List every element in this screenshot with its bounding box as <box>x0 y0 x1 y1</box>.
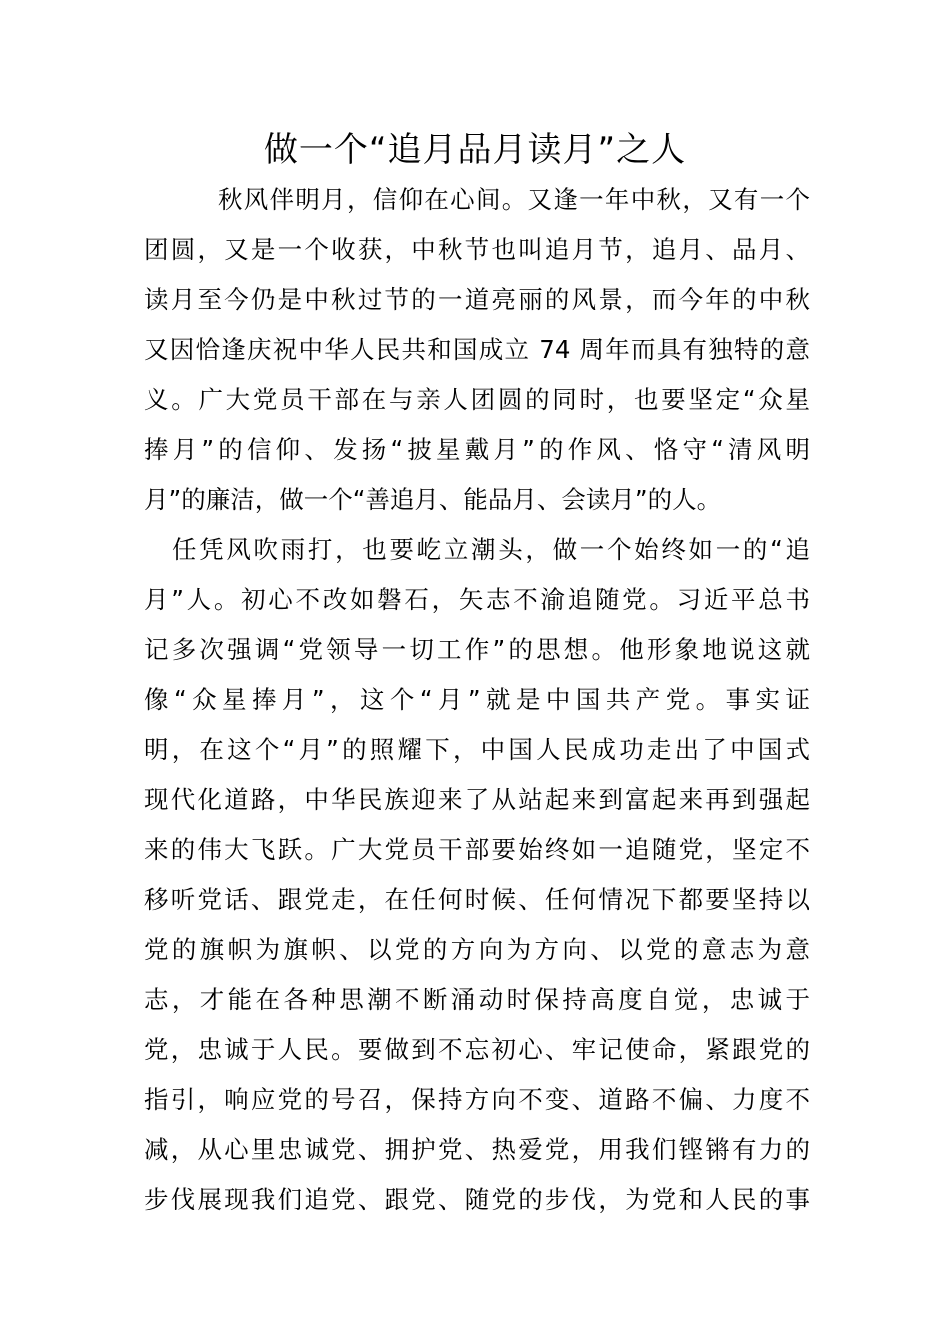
text-line: 现代化道路，中华民族迎来了从站起来到富起来再到强起 <box>144 785 810 814</box>
text-line: 指引，响应党的号召，保持方向不变、道路不偏、力度不 <box>144 1085 810 1114</box>
text-line <box>144 1275 810 1325</box>
text-line: 记多次强调“党领导一切工作”的思想。他形象地说这就 <box>144 635 810 664</box>
text-line: 读月至今仍是中秋过节的一道亮丽的风景，而今年的中秋 <box>144 285 810 314</box>
document-title: 做一个“追月品月读月”之人 <box>263 130 687 170</box>
text-line: 明，在这个“月”的照耀下，中国人民成功走出了中国式 <box>144 735 810 764</box>
text-line <box>144 1225 810 1275</box>
text-line: 月”的廉洁，做一个“善追月、能品月、会读月”的人。 <box>144 485 722 514</box>
paragraph-2 <box>144 525 810 1325</box>
text-line: 义。广大党员干部在与亲人团圆的同时，也要坚定“众星 <box>144 385 810 414</box>
text-line: 团圆，又是一个收获，中秋节也叫追月节，追月、品月、 <box>144 235 810 264</box>
document-body <box>144 175 810 1325</box>
text-line: 来的伟大飞跃。广大党员干部要始终如一追随党，坚定不 <box>144 835 810 864</box>
text-line: 秋风伴明月，信仰在心间。又逢一年中秋，又有一个 <box>218 185 810 214</box>
text-line: 任凭风吹雨打，也要屹立潮头，做一个始终如一的“追 <box>172 535 810 564</box>
text-line: 减，从心里忠诚党、拥护党、热爱党，用我们铿锵有力的 <box>144 1135 810 1164</box>
text-line: 月”人。初心不改如磐石，矢志不渝追随党。习近平总书 <box>144 585 810 614</box>
text-line: 移听党话、跟党走，在任何时候、任何情况下都要坚持以 <box>144 885 810 914</box>
text-line: 志，才能在各种思潮不断涌动时保持高度自觉，忠诚于 <box>144 985 810 1014</box>
paragraph-1 <box>144 175 810 525</box>
text-line: 捧月”的信仰、发扬“披星戴月”的作风、恪守“清风明 <box>144 435 810 464</box>
text-line: 党，忠诚于人民。要做到不忘初心、牢记使命，紧跟党的 <box>144 1035 810 1064</box>
text-line: 步伐展现我们追党、跟党、随党的步伐，为党和人民的事 <box>144 1185 810 1214</box>
text-line: 党的旗帜为旗帜、以党的方向为方向、以党的意志为意 <box>144 935 810 964</box>
text-line: 像“众星捧月”，这个“月”就是中国共产党。事实证 <box>144 685 810 714</box>
text-line: 又因恰逢庆祝中华人民共和国成立 74 周年而具有独特的意 <box>144 335 810 364</box>
